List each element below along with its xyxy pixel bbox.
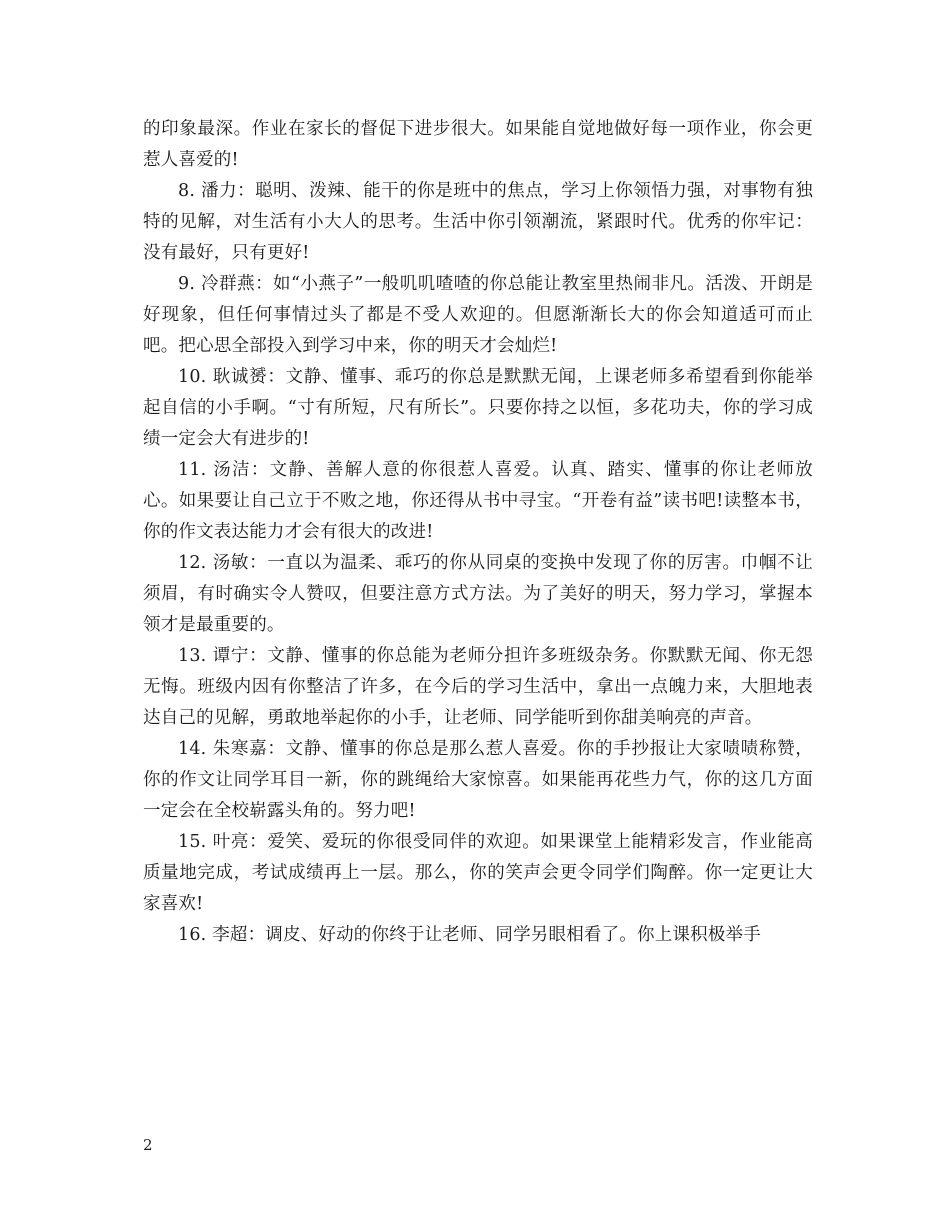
page-number: 2 xyxy=(143,1136,153,1154)
paragraph-comment-9: 9. 冷群燕：如“小燕子”一般叽叽喳喳的你总能让教室里热闹非凡。活泼、开朗是好现象，但任何事情过头了都是不受人欢迎的。但愿渐渐长大的你会知道适可而止吧。把心思全部投入到学习中来，你的明天才会灿烂! xyxy=(143,274,813,356)
paragraph-continuation: 的印象最深。作业在家长的督促下进步很大。如果能自觉地做好每一项作业，你会更惹人喜爱的! xyxy=(143,119,813,170)
paragraph-comment-11: 11. 汤洁：文静、善解人意的你很惹人喜爱。认真、踏实、懂事的你让老师放心。如果要让自己立于不败之地，你还得从书中寻宝。“开卷有益”读书吧!读整本书，你的作文表达能力才会有很大的改进! xyxy=(143,460,813,542)
paragraph-comment-8: 8. 潘力：聪明、泼辣、能干的你是班中的焦点，学习上你领悟力强，对事物有独特的见解，对生活有小大人的思考。生活中你引领潮流，紧跟时代。优秀的你牢记：没有最好，只有更好! xyxy=(143,181,813,263)
paragraph-comment-15: 15. 叶亮：爱笑、爱玩的你很受同伴的欢迎。如果课堂上能精彩发言，作业能高质量地完成，考试成绩再上一层。那么，你的笑声会更令同学们陶醉。你一定更让大家喜欢! xyxy=(143,832,813,914)
paragraph-comment-10: 10. 耿诚赟：文静、懂事、乖巧的你总是默默无闻，上课老师多希望看到你能举起自信的小手啊。“寸有所短，尺有所长”。只要你持之以恒，多花功夫，你的学习成绩一定会大有进步的! xyxy=(143,367,813,449)
paragraph-comment-12: 12. 汤敏：一直以为温柔、乖巧的你从同桌的变换中发现了你的厉害。巾帼不让须眉，有时确实令人赞叹，但要注意方式方法。为了美好的明天，努力学习，掌握本领才是最重要的。 xyxy=(143,553,813,635)
paragraph-comment-14: 14. 朱寒嘉：文静、懂事的你总是那么惹人喜爱。你的手抄报让大家啧啧称赞，你的作文让同学耳目一新，你的跳绳给大家惊喜。如果能再花些力气，你的这几方面一定会在全校崭露头角的。努力吧! xyxy=(143,739,813,821)
paragraph-comment-16: 16. 李超：调皮、好动的你终于让老师、同学另眼相看了。你上课积极举手 xyxy=(178,925,761,945)
paragraph-comment-13: 13. 谭宁：文静、懂事的你总能为老师分担许多班级杂务。你默默无闻、你无怨无悔。班级内因有你整洁了许多，在今后的学习生活中，拿出一点魄力来，大胆地表达自己的见解，勇敢地举起你的小手，让老师、同学能听到你甜美响亮的声音。 xyxy=(143,646,813,728)
comments-body xyxy=(143,114,813,951)
